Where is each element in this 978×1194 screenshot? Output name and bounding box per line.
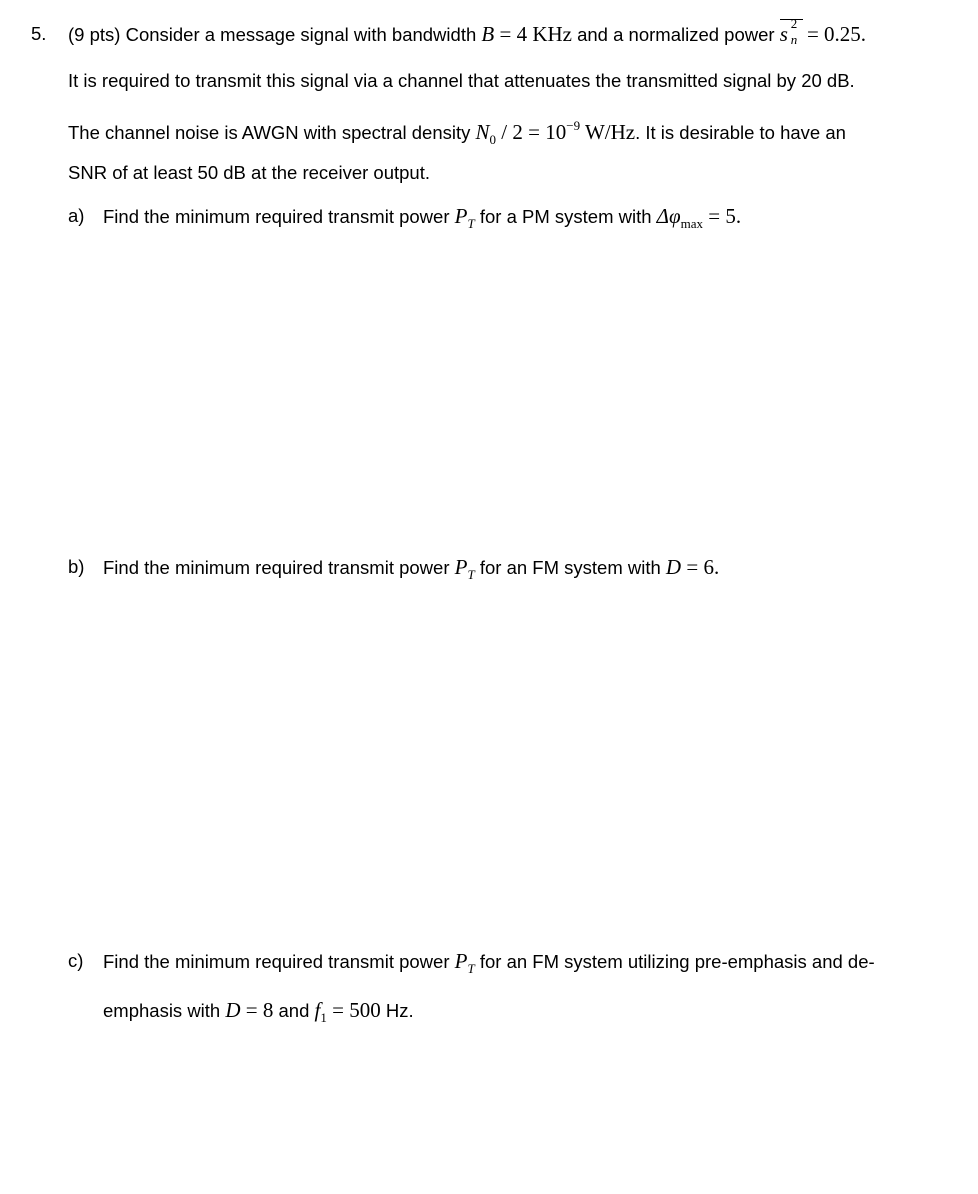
power-value: 0.25 <box>824 22 861 46</box>
problem-intro-line <box>68 16 867 47</box>
part-c-question-line-2: emphasis with D = 8 and $f_1 = 500$ Hz. <box>103 998 414 1025</box>
part-c-frequency: $f_1 = 500$ <box>314 998 381 1025</box>
part-b-label: b) <box>68 556 85 577</box>
problem-line-4: SNR of at least 50 dB at the receiver output. <box>68 162 430 183</box>
part-a-condition: $\Delta\varphi_{max} = 5$. <box>656 204 742 231</box>
line3-post-text: . It is desirable to have an <box>635 122 846 143</box>
part-a-label: a) <box>68 205 85 226</box>
part-c-pt: $P_T$ <box>454 949 475 976</box>
power-expression: s 2 n = 0.25. <box>779 16 867 47</box>
part-a-question: Find the minimum required transmit power $P_T$ for a PM system with $\Delta\varphi_{max} = 5$. <box>103 204 742 231</box>
part-c-question: Find the minimum required transmit power $P_T$ for an FM system utilizing pre-emphasis and de- <box>103 949 875 976</box>
part-b-pt: $P_T$ <box>454 555 475 582</box>
intro-text: Consider a message signal with bandwidth <box>125 24 477 45</box>
bandwidth-var: B <box>481 22 495 46</box>
power-symbol: s 2 n <box>780 22 802 46</box>
problem-line-2: It is required to transmit this signal via a channel that attenuates the transmitted signal by 20 dB. <box>68 70 855 91</box>
part-a-pt: $P_T$ <box>454 204 475 231</box>
noise-density-expression: $N_0 / 2 = 10^{-9}$ W/Hz <box>475 118 636 147</box>
problem-line-3 <box>68 114 846 152</box>
problem-number: 5. <box>31 23 47 44</box>
part-b-question: Find the minimum required transmit power $P_T$ for an FM system with D = 6. <box>103 555 720 582</box>
bandwidth-unit: KHz <box>532 22 572 46</box>
line3-text: The channel noise is AWGN with spectral density <box>68 122 471 143</box>
part-c-deviation: D = 8 <box>225 998 274 1022</box>
part-b-condition: D = 6. <box>665 555 720 579</box>
part-c-label: c) <box>68 950 84 971</box>
intro-mid-text: and a normalized power <box>577 24 775 45</box>
problem-points: (9 pts) <box>68 24 121 45</box>
bandwidth-expression: B = 4 KHz <box>481 22 572 46</box>
bandwidth-value: 4 <box>516 22 528 46</box>
